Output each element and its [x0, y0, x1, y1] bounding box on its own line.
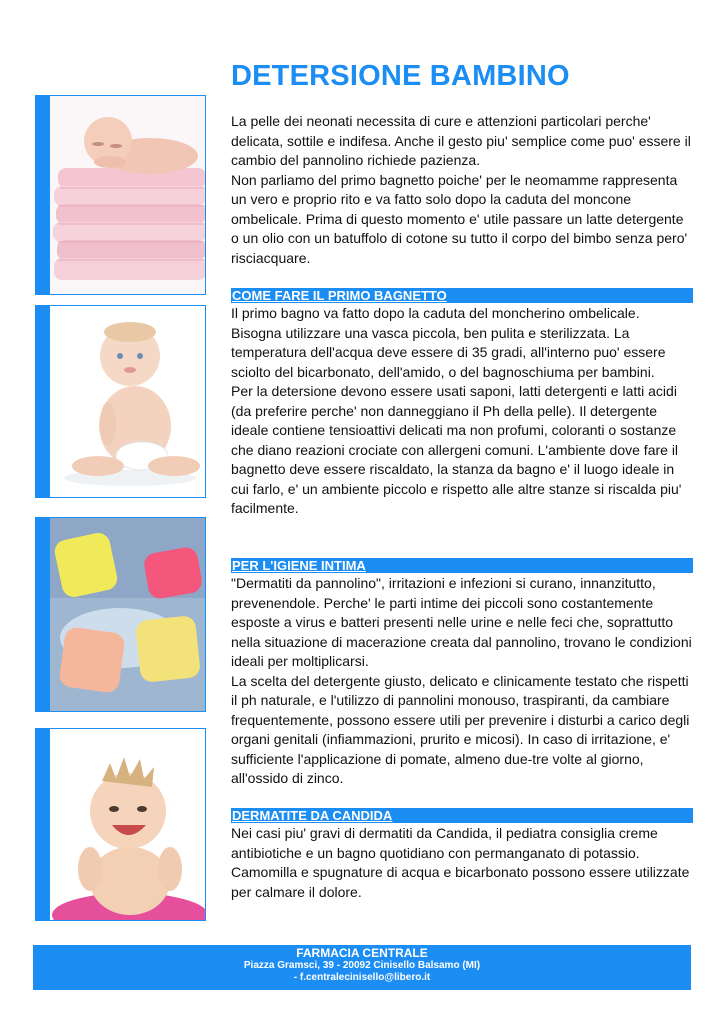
- bath-baby-image: [50, 729, 206, 920]
- section-body-igiene-intima: [231, 574, 693, 789]
- pharmacy-address: Piazza Gramsci, 39 - 20092 Cinisello Balsamo (MI): [243, 960, 481, 971]
- photo-stripe: [36, 518, 50, 711]
- soaps-image: [50, 518, 206, 711]
- footer-banner: [33, 945, 691, 990]
- page-title: DETERSIONE BAMBINO: [231, 60, 570, 92]
- section-heading-igiene-intima: PER L'IGIENE INTIMA: [231, 558, 693, 573]
- intro-paragraph: Non parliamo del primo bagnetto poiche' per le neomamme rappresenta un vero e proprio rito e va fatto solo dopo la caduta del moncone ombelicale. Prima di questo momento e' utile passare un latte detergente o un olio con un batuffolo di cotone su tutto il corpo del bimbo senza pero' risciacquare.: [231, 171, 688, 266]
- section-heading-dermatite-candida: DERMATITE DA CANDIDA: [231, 808, 693, 823]
- section-body-dermatite-candida: [231, 824, 693, 902]
- photo-stripe: [36, 96, 50, 294]
- section-heading-primo-bagnetto: COME FARE IL PRIMO BAGNETTO: [231, 288, 693, 303]
- photo-sitting-baby: [35, 305, 206, 498]
- photo-bath-baby: [35, 728, 206, 921]
- intro-text: [231, 112, 693, 268]
- sitting-baby-image: [50, 306, 206, 497]
- intro-paragraph: La pelle dei neonati necessita di cure e attenzioni particolari perche' delicata, sottile e indifesa. Anche il gesto piu' semplice come puo' essere il cambio del pannolino richiede pazienza.: [231, 113, 691, 168]
- photo-stripe: [36, 729, 50, 920]
- photo-soaps: [35, 517, 206, 712]
- section-paragraph: "Dermatiti da pannolino", irritazioni e infezioni si curano, innanzitutto, prevenendole. Perche' le parti intime dei piccoli sono costantemente esposte a virus e batteri presenti nelle urine e nelle feci che, soprattutto nella situazione di macerazione creata dal pannolino, trovano le condizioni ideali per moltiplicarsi.: [231, 575, 692, 669]
- baby-on-towels-image: [50, 96, 206, 294]
- section-paragraph: La scelta del detergente giusto, delicato e clinicamente testato che rispetti il ph naturale, e l'utilizzo di pannolini monouso, traspiranti, da cambiare frequentemente, possono essere utili per prevenire i disturbi a carico degli organi genitali (infiammazioni, prurito e micosi). In caso di irritazione, e' sufficiente l'applicazione di pomate, almeno due-tre volte al giorno, all'ossido di zinco.: [231, 672, 690, 786]
- photo-stripe: [36, 306, 50, 497]
- pharmacy-name: FARMACIA CENTRALE: [296, 946, 428, 960]
- photo-baby-on-towels: [35, 95, 206, 295]
- section-paragraph: Per la detersione devono essere usati saponi, latti detergenti e latti acidi (da preferire perche' non danneggiano il Ph della pelle). Il detergente ideale contiene tensioattivi delicati ma non profumi, coloranti o sostanze che diano reazioni crociate con allergeni comuni. L'ambiente dove fare il bagnetto deve essere riscaldato, la stanza da bagno e' il luogo ideale in cui farlo, e' un ambiente piccolo e rispetto alle altre stanze si riscalda piu' facilmente.: [231, 383, 682, 516]
- section-paragraph: Il primo bagno va fatto dopo la caduta del moncherino ombelicale. Bisogna utilizzare una vasca piccola, ben pulita e sterilizzata. La temperatura dell'acqua deve essere di 35 gradi, all'interno puo' essere sciolto del bicarbonato, dell'amido, o del bagnoschiuma per bambini.: [231, 305, 666, 380]
- section-paragraph: Nei casi piu' gravi di dermatiti da Candida, il pediatra consiglia creme antibiotiche e un bagno quotidiano con permanganato di potassio. Camomilla e spugnature di acqua e bicarbonato possono essere utilizzate per calmare il dolore.: [231, 825, 690, 900]
- pharmacy-email: - f.centralecinisello@libero.it: [293, 972, 431, 983]
- section-body-primo-bagnetto: [231, 304, 693, 519]
